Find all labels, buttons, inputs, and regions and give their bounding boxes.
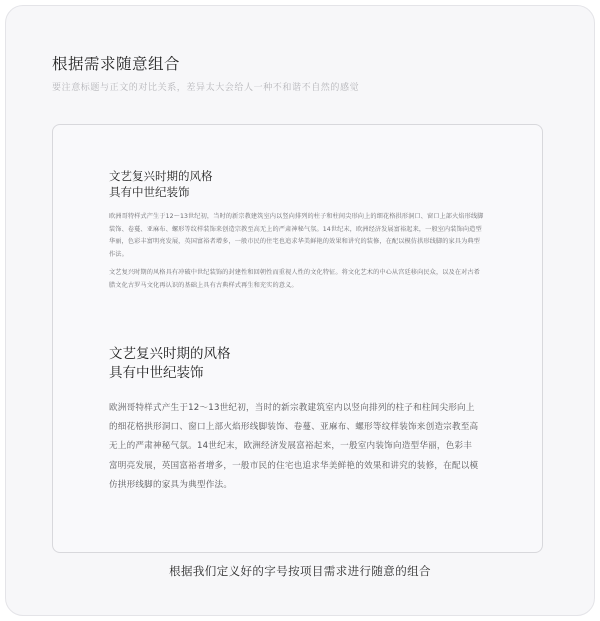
small-type-example: [109, 168, 484, 298]
large-title-line2: 具有中世纪装饰: [109, 365, 204, 381]
small-title-line2: 具有中世纪装饰: [109, 185, 190, 199]
footer-caption: 根据我们定义好的字号按项目需求进行随意的组合: [169, 564, 431, 578]
small-example-title: [109, 168, 484, 200]
small-example-paragraph-2: 文艺复兴时期的风格具有冲破中世纪装饰的封建性和回朝性而重视人性的文化特征。将文化艺术的中心从宫廷移向民众，以及在对古希腊文化古罗马文化再认识的基础上具有古典样式再生和充实的意义。: [109, 269, 480, 289]
large-example-paragraph: 欧洲哥特样式产生于12～13世纪初，当时的新宗教建筑室内以竖向排列的柱子和柱间尖形向上的细花格拱形洞口、窗口上部火焰形线脚装饰、卷蔓、亚麻布、螺形等纹样装饰来创造宗教至高无上的严肃神秘气氛。14世纪末，欧洲经济发展富裕起来，一般室内装饰向造型华丽，色彩丰富明亮发展，英国富裕者增多，一般市民的住宅也追求华美鲜艳的效果和讲究的装修，在配以模仿拱形线脚的家具为典型作法。: [109, 403, 479, 490]
large-type-example: [109, 345, 479, 495]
slide-panel: [5, 5, 595, 616]
small-title-line1: 文艺复兴时期的风格: [109, 169, 213, 183]
large-title-line1: 文艺复兴时期的风格: [109, 346, 231, 362]
small-example-paragraph-1: 欧洲哥特样式产生于12～13世纪初，当时的新宗教建筑室内以竖向排列的柱子和柱间尖形向上的细花格拱形洞口、窗口上部火焰形线脚装饰、卷蔓、亚麻布、螺形等纹样装饰来创造宗教至高无上的严肃神秘气氛。14世纪末，欧洲经济发展富裕起来，一般室内装饰向造型华丽，色彩丰富明亮发展，英国富裕者增多，一般市民的住宅也追求华美鲜艳的效果和讲究的装修，在配以模仿拱形线脚的家具为典型作法。: [109, 213, 484, 258]
large-example-title: [109, 345, 479, 383]
page-title: 根据需求随意组合: [52, 55, 181, 73]
page-subtitle: 要注意标题与正文的对比关系，差异太大会给人一种不和谐不自然的感觉: [52, 83, 360, 93]
example-card: [52, 124, 543, 553]
